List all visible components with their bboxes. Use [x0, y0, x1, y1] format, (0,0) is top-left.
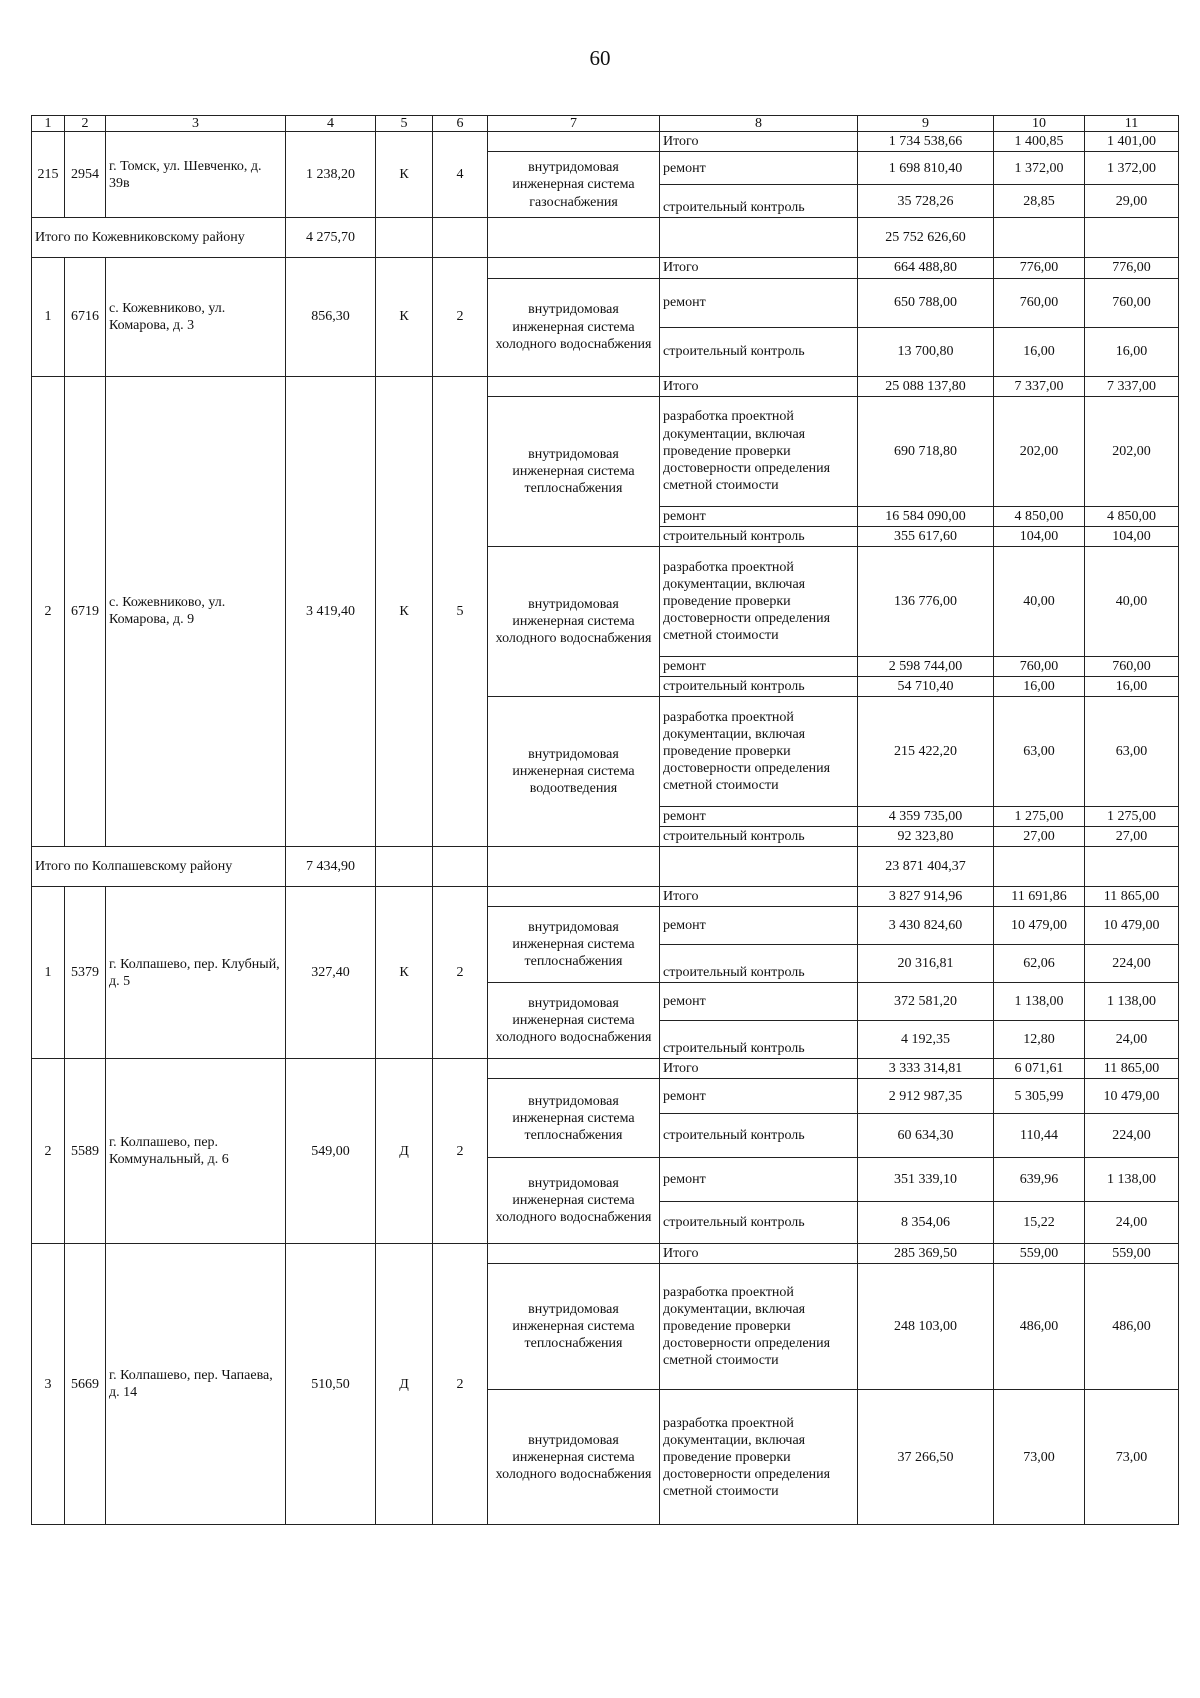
work-unit-limit: 24,00 [1085, 1202, 1179, 1244]
empty-cell [660, 218, 858, 258]
work-unit-limit: 24,00 [1085, 1021, 1179, 1059]
total-unit-limit: 11 865,00 [1085, 1059, 1179, 1079]
work-unit-cost: 63,00 [994, 696, 1085, 806]
work-sum: 1 698 810,40 [858, 152, 994, 185]
building-total-row [32, 132, 1179, 152]
column-header-1: 1 [32, 116, 65, 132]
work-unit-cost: 16,00 [994, 327, 1085, 376]
column-header-4: 4 [286, 116, 376, 132]
total-sum: 1 734 538,66 [858, 132, 994, 152]
empty-cell [433, 847, 488, 887]
total-label: Итого [660, 1244, 858, 1264]
column-header-3: 3 [106, 116, 286, 132]
work-unit-cost: 760,00 [994, 278, 1085, 327]
system-name: внутридомовая инженерная система холодного водоснабжения [488, 983, 660, 1059]
work-unit-limit: 73,00 [1085, 1390, 1179, 1525]
total-unit-limit: 559,00 [1085, 1244, 1179, 1264]
total-unit-cost: 7 337,00 [994, 376, 1085, 396]
total-unit-limit: 11 865,00 [1085, 887, 1179, 907]
building-area: 856,30 [286, 258, 376, 376]
building-address: с. Кожевниково, ул. Комарова, д. 9 [106, 376, 286, 847]
building-address: г. Колпашево, пер. Коммунальный, д. 6 [106, 1059, 286, 1244]
work-sum: 4 192,35 [858, 1021, 994, 1059]
empty-cell [376, 218, 433, 258]
work-label: ремонт [660, 656, 858, 676]
work-label: строительный контроль [660, 327, 858, 376]
work-sum: 54 710,40 [858, 676, 994, 696]
work-unit-limit: 4 850,00 [1085, 506, 1179, 526]
work-unit-limit: 486,00 [1085, 1264, 1179, 1390]
work-label: строительный контроль [660, 1114, 858, 1158]
empty-cell [433, 218, 488, 258]
building-area: 1 238,20 [286, 132, 376, 218]
district-total-label: Итого по Кожевниковскому району [32, 218, 286, 258]
work-unit-limit: 16,00 [1085, 676, 1179, 696]
work-unit-cost: 16,00 [994, 676, 1085, 696]
building-code: 5379 [65, 887, 106, 1059]
empty-cell [488, 1059, 660, 1079]
work-unit-limit: 27,00 [1085, 827, 1179, 847]
building-total-row [32, 376, 1179, 396]
work-unit-cost: 639,96 [994, 1158, 1085, 1202]
building-area: 510,50 [286, 1244, 376, 1525]
work-unit-cost: 202,00 [994, 396, 1085, 506]
building-index: 2 [32, 1059, 65, 1244]
work-unit-cost: 28,85 [994, 185, 1085, 218]
empty-cell [488, 847, 660, 887]
work-unit-limit: 29,00 [1085, 185, 1179, 218]
page-number: 60 [589, 46, 611, 70]
building-address: г. Томск, ул. Шевченко, д. 39в [106, 132, 286, 218]
building-floors: 2 [433, 1059, 488, 1244]
work-sum: 2 598 744,00 [858, 656, 994, 676]
work-sum: 215 422,20 [858, 696, 994, 806]
work-unit-limit: 1 275,00 [1085, 806, 1179, 826]
work-unit-cost: 760,00 [994, 656, 1085, 676]
work-sum: 355 617,60 [858, 526, 994, 546]
work-sum: 3 430 824,60 [858, 907, 994, 945]
building-address: г. Колпашево, пер. Клубный, д. 5 [106, 887, 286, 1059]
work-unit-limit: 63,00 [1085, 696, 1179, 806]
district-total-area: 7 434,90 [286, 847, 376, 887]
building-index: 3 [32, 1244, 65, 1525]
work-label: разработка проектной документации, включая проведение проверки достоверности определения сметной стоимости [660, 1264, 858, 1390]
total-label: Итого [660, 1059, 858, 1079]
total-label: Итого [660, 258, 858, 278]
building-area: 3 419,40 [286, 376, 376, 847]
building-address: г. Колпашево, пер. Чапаева, д. 14 [106, 1244, 286, 1525]
total-unit-limit: 7 337,00 [1085, 376, 1179, 396]
work-label: разработка проектной документации, включая проведение проверки достоверности определения сметной стоимости [660, 546, 858, 656]
work-sum: 690 718,80 [858, 396, 994, 506]
total-sum: 25 088 137,80 [858, 376, 994, 396]
work-unit-limit: 104,00 [1085, 526, 1179, 546]
work-label: строительный контроль [660, 945, 858, 983]
work-label: ремонт [660, 907, 858, 945]
work-unit-cost: 104,00 [994, 526, 1085, 546]
work-sum: 13 700,80 [858, 327, 994, 376]
work-label: ремонт [660, 506, 858, 526]
work-unit-cost: 12,80 [994, 1021, 1085, 1059]
work-sum: 60 634,30 [858, 1114, 994, 1158]
empty-cell [488, 258, 660, 278]
system-name: внутридомовая инженерная система газоснабжения [488, 152, 660, 218]
work-sum: 2 912 987,35 [858, 1079, 994, 1114]
building-type: Д [376, 1059, 433, 1244]
building-code: 2954 [65, 132, 106, 218]
column-header-10: 10 [994, 116, 1085, 132]
work-sum: 8 354,06 [858, 1202, 994, 1244]
building-code: 6716 [65, 258, 106, 376]
work-label: строительный контроль [660, 1021, 858, 1059]
building-type: К [376, 132, 433, 218]
work-unit-limit: 40,00 [1085, 546, 1179, 656]
work-label: строительный контроль [660, 827, 858, 847]
column-header-5: 5 [376, 116, 433, 132]
total-unit-cost: 1 400,85 [994, 132, 1085, 152]
work-unit-cost: 27,00 [994, 827, 1085, 847]
total-unit-cost: 776,00 [994, 258, 1085, 278]
empty-cell [1085, 218, 1179, 258]
total-unit-cost: 6 071,61 [994, 1059, 1085, 1079]
work-unit-cost: 486,00 [994, 1264, 1085, 1390]
district-total-label: Итого по Колпашевскому району [32, 847, 286, 887]
column-header-11: 11 [1085, 116, 1179, 132]
building-index: 1 [32, 887, 65, 1059]
building-type: Д [376, 1244, 433, 1525]
header-row [32, 116, 1179, 132]
system-name: внутридомовая инженерная система водоотведения [488, 696, 660, 846]
building-area: 327,40 [286, 887, 376, 1059]
work-label: разработка проектной документации, включая проведение проверки достоверности определения сметной стоимости [660, 1390, 858, 1525]
building-code: 6719 [65, 376, 106, 847]
empty-cell [488, 887, 660, 907]
work-unit-limit: 224,00 [1085, 945, 1179, 983]
work-label: строительный контроль [660, 676, 858, 696]
total-label: Итого [660, 132, 858, 152]
total-unit-limit: 776,00 [1085, 258, 1179, 278]
work-unit-limit: 202,00 [1085, 396, 1179, 506]
column-header-6: 6 [433, 116, 488, 132]
work-unit-limit: 10 479,00 [1085, 907, 1179, 945]
system-name: внутридомовая инженерная система теплоснабжения [488, 396, 660, 546]
empty-cell [660, 847, 858, 887]
system-name: внутридомовая инженерная система холодного водоснабжения [488, 1158, 660, 1244]
work-unit-limit: 1 138,00 [1085, 1158, 1179, 1202]
total-sum: 664 488,80 [858, 258, 994, 278]
work-unit-cost: 62,06 [994, 945, 1085, 983]
total-label: Итого [660, 376, 858, 396]
column-header-7: 7 [488, 116, 660, 132]
building-total-row [32, 258, 1179, 278]
column-header-8: 8 [660, 116, 858, 132]
work-unit-limit: 224,00 [1085, 1114, 1179, 1158]
total-unit-cost: 559,00 [994, 1244, 1085, 1264]
work-label: ремонт [660, 806, 858, 826]
building-floors: 2 [433, 887, 488, 1059]
work-label: ремонт [660, 278, 858, 327]
work-unit-limit: 16,00 [1085, 327, 1179, 376]
building-area: 549,00 [286, 1059, 376, 1244]
work-label: строительный контроль [660, 526, 858, 546]
work-sum: 248 103,00 [858, 1264, 994, 1390]
building-index: 1 [32, 258, 65, 376]
system-name: внутридомовая инженерная система холодного водоснабжения [488, 546, 660, 696]
empty-cell [994, 847, 1085, 887]
work-unit-cost: 4 850,00 [994, 506, 1085, 526]
building-code: 5589 [65, 1059, 106, 1244]
district-total-area: 4 275,70 [286, 218, 376, 258]
work-label: строительный контроль [660, 185, 858, 218]
work-label: разработка проектной документации, включая проведение проверки достоверности определения сметной стоимости [660, 396, 858, 506]
work-unit-cost: 1 138,00 [994, 983, 1085, 1021]
building-floors: 4 [433, 132, 488, 218]
district-total-sum: 25 752 626,60 [858, 218, 994, 258]
total-sum: 3 827 914,96 [858, 887, 994, 907]
building-address: с. Кожевниково, ул. Комарова, д. 3 [106, 258, 286, 376]
building-total-row [32, 1059, 1179, 1079]
building-total-row [32, 887, 1179, 907]
system-name: внутридомовая инженерная система теплоснабжения [488, 907, 660, 983]
work-label: ремонт [660, 152, 858, 185]
system-name: внутридомовая инженерная система теплоснабжения [488, 1264, 660, 1390]
system-name: внутридомовая инженерная система холодного водоснабжения [488, 1390, 660, 1525]
work-sum: 136 776,00 [858, 546, 994, 656]
system-name: внутридомовая инженерная система холодного водоснабжения [488, 278, 660, 376]
empty-cell [994, 218, 1085, 258]
district-total-row [32, 847, 1179, 887]
building-type: К [376, 887, 433, 1059]
total-sum: 3 333 314,81 [858, 1059, 994, 1079]
building-code: 5669 [65, 1244, 106, 1525]
column-header-9: 9 [858, 116, 994, 132]
building-type: К [376, 376, 433, 847]
work-label: ремонт [660, 1158, 858, 1202]
district-total-sum: 23 871 404,37 [858, 847, 994, 887]
work-sum: 4 359 735,00 [858, 806, 994, 826]
total-sum: 285 369,50 [858, 1244, 994, 1264]
work-sum: 37 266,50 [858, 1390, 994, 1525]
column-header-2: 2 [65, 116, 106, 132]
work-sum: 16 584 090,00 [858, 506, 994, 526]
work-sum: 35 728,26 [858, 185, 994, 218]
repair-schedule-table [31, 115, 1179, 1525]
work-label: строительный контроль [660, 1202, 858, 1244]
building-total-row [32, 1244, 1179, 1264]
work-unit-cost: 73,00 [994, 1390, 1085, 1525]
total-label: Итого [660, 887, 858, 907]
work-unit-limit: 760,00 [1085, 278, 1179, 327]
total-unit-cost: 11 691,86 [994, 887, 1085, 907]
work-sum: 650 788,00 [858, 278, 994, 327]
work-label: разработка проектной документации, включая проведение проверки достоверности определения сметной стоимости [660, 696, 858, 806]
work-sum: 372 581,20 [858, 983, 994, 1021]
empty-cell [488, 132, 660, 152]
work-unit-cost: 110,44 [994, 1114, 1085, 1158]
work-unit-cost: 40,00 [994, 546, 1085, 656]
total-unit-limit: 1 401,00 [1085, 132, 1179, 152]
empty-cell [488, 376, 660, 396]
work-sum: 92 323,80 [858, 827, 994, 847]
work-unit-cost: 1 275,00 [994, 806, 1085, 826]
district-total-row [32, 218, 1179, 258]
empty-cell [488, 218, 660, 258]
work-unit-cost: 1 372,00 [994, 152, 1085, 185]
work-unit-cost: 10 479,00 [994, 907, 1085, 945]
building-index: 2 [32, 376, 65, 847]
building-floors: 5 [433, 376, 488, 847]
work-unit-limit: 10 479,00 [1085, 1079, 1179, 1114]
work-label: ремонт [660, 1079, 858, 1114]
building-floors: 2 [433, 258, 488, 376]
work-unit-cost: 15,22 [994, 1202, 1085, 1244]
work-unit-limit: 760,00 [1085, 656, 1179, 676]
building-index: 215 [32, 132, 65, 218]
empty-cell [488, 1244, 660, 1264]
building-floors: 2 [433, 1244, 488, 1525]
empty-cell [1085, 847, 1179, 887]
work-sum: 20 316,81 [858, 945, 994, 983]
work-unit-cost: 5 305,99 [994, 1079, 1085, 1114]
building-type: К [376, 258, 433, 376]
work-label: ремонт [660, 983, 858, 1021]
work-unit-limit: 1 372,00 [1085, 152, 1179, 185]
work-sum: 351 339,10 [858, 1158, 994, 1202]
work-unit-limit: 1 138,00 [1085, 983, 1179, 1021]
empty-cell [376, 847, 433, 887]
system-name: внутридомовая инженерная система теплоснабжения [488, 1079, 660, 1158]
